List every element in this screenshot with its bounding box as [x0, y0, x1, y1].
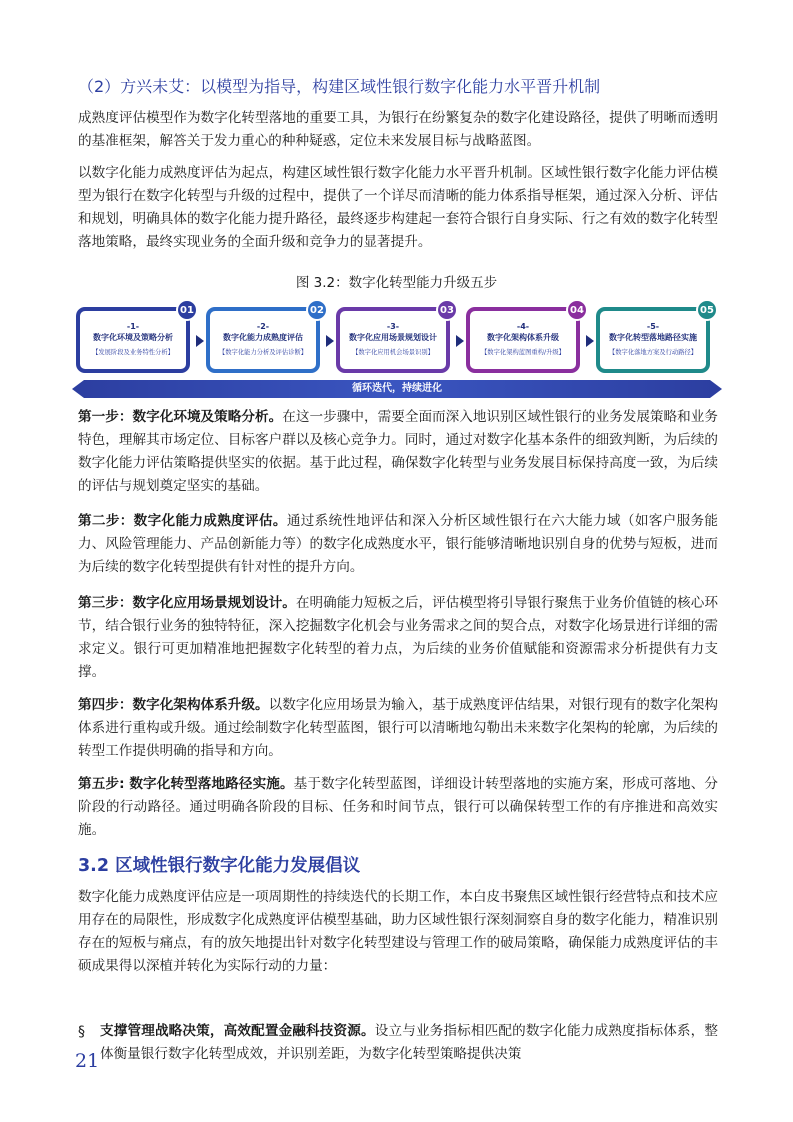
- step-body: 在明确能力短板之后，评估模型将引导银行聚焦于业务价值链的核心环节，结合银行业务的独特特征，深入挖掘数字化机会与业务需求之间的契合点，对数字化场景进行详细的需求定义。银行可更加精准地把握数字化转型的着力点，为后续的业务价值赋能和资源需求分析提供有力支撑。: [78, 595, 719, 680]
- step-number-label: -5-: [646, 321, 660, 331]
- step-body: 基于数字化转型蓝图，详细设计转型落地的实施方案，形成可落地、分阶段的行动路径。通过明确各阶段的目标、任务和时间节点，银行可以确保转型工作的有序推进和高效实施。: [78, 776, 719, 838]
- bullet-item: [100, 1020, 718, 1066]
- bullet-label: 支撑管理战略决策，高效配置金融科技资源。: [100, 1023, 375, 1039]
- cycle-label: 循环迭代，持续进化: [352, 383, 442, 394]
- step-box-4: [466, 307, 580, 373]
- step-name: 数字化能力成熟度评估: [223, 332, 303, 342]
- step-paragraph-5: [78, 773, 718, 842]
- step-badge-2: 02: [306, 299, 328, 321]
- step-name: 数字化环境及策略分析: [93, 332, 173, 342]
- step-number-label: -1-: [126, 321, 140, 331]
- step-paragraph-1: [78, 406, 718, 498]
- section-title: 3.2 区域性银行数字化能力发展倡议: [78, 856, 361, 876]
- step-box-5: [596, 307, 710, 373]
- step-badge-3: 03: [436, 299, 458, 321]
- step-body: 在这一步骤中，需要全面而深入地识别区域性银行的业务发展策略和业务特色，理解其市场定位、目标客户群以及核心竞争力。同时，通过对数字化基本条件的细致判断，为后续的数字化能力评估策略提供坚实的依据。基于此过程，确保数字化转型与业务发展目标保持高度一致，为后续的评估与规划奠定坚实的基础。: [78, 409, 719, 494]
- step-box-2: [206, 307, 320, 373]
- step-badge-4: 04: [566, 299, 588, 321]
- step-badge-1: 01: [176, 299, 198, 321]
- step-arrow-icon: [196, 335, 204, 347]
- section-intro: 数字化能力成熟度评估应是一项周期性的持续迭代的长期工作，本白皮书聚焦区域性银行经营特点和技术应用存在的局限性，形成数字化成熟度评估模型基础，助力区域性银行深刻洞察自身的数字化能力，精准识别存在的短板与痛点，有的放矢地提出针对数字化转型建设与管理工作的破局策略，确保能力成熟度评估的丰硕成果得以深植并转化为实际行动的力量：: [78, 889, 718, 974]
- step-body: 通过系统性地评估和深入分析区域性银行在六大能力域（如客户服务能力、风险管理能力、产品创新能力等）的数字化成熟度水平，银行能够清晰地识别自身的优势与短板，进而为后续的数字化转型提供有针对性的提升方向。: [78, 513, 719, 575]
- paragraph-mechanism: 以数字化能力成熟度评估为起点，构建区域性银行数字化能力水平晋升机制。区域性银行数字化能力评估模型为银行在数字化转型与升级的过程中，提供了一个详尽而清晰的能力体系指导框架，通过深入分析、评估和规划，明确具体的数字化能力提升路径，最终逐步构建起一套符合银行自身实际、行之有效的数字化转型落地策略，最终实现业务的全面升级和竞争力的显著提升。: [78, 165, 718, 250]
- step-number-label: -4-: [516, 321, 530, 331]
- step-arrow-icon: [586, 335, 594, 347]
- step-subtitle: 【发展阶段及业务特性分析】: [92, 348, 174, 356]
- step-box-1: [76, 307, 190, 373]
- step-paragraph-3: [78, 592, 718, 684]
- step-badge-5: 05: [696, 299, 718, 321]
- step-body: 以数字化应用场景为输入，基于成熟度评估结果，对银行现有的数字化架构体系进行重构或升级。通过绘制数字化转型蓝图，银行可以清晰地勾勒出未来数字化架构的轮廓，为后续的转型工作提供明确的指导和方向。: [78, 697, 719, 759]
- step-arrow-icon: [456, 335, 464, 347]
- step-label: 第一步：数字化环境及策略分析。: [78, 409, 283, 425]
- step-paragraph-2: [78, 510, 718, 579]
- step-name: 数字化转型落地路径实施: [609, 332, 697, 342]
- page-number: 21: [75, 1050, 100, 1072]
- step-paragraph-4: [78, 694, 718, 763]
- step-arrow-icon: [326, 335, 334, 347]
- step-label: 第二步：数字化能力成熟度评估。: [78, 513, 287, 529]
- section-sign-icon: §: [78, 1024, 85, 1040]
- step-label: 第五步: 数字化转型落地路径实施。: [78, 776, 294, 792]
- step-subtitle: 【数字化落地方案及行动路径】: [608, 348, 698, 356]
- five-step-figure: [72, 302, 722, 402]
- subheading: （2）方兴未艾：以模型为指导，构建区域性银行数字化能力水平晋升机制: [78, 77, 601, 96]
- step-subtitle: 【数字化能力分析及评估诊断】: [218, 348, 308, 356]
- step-label: 第四步：数字化架构体系升级。: [78, 697, 269, 713]
- step-box-3: [336, 307, 450, 373]
- step-subtitle: 【数字化架构蓝图重构/升级】: [481, 348, 565, 356]
- step-name: 数字化应用场景规划设计: [349, 332, 437, 342]
- step-number-label: -2-: [256, 321, 270, 331]
- step-subtitle: 【数字化应用机会场景识别】: [352, 348, 434, 356]
- paragraph-intro: 成熟度评估模型作为数字化转型落地的重要工具，为银行在纷繁复杂的数字化建设路径，提供了明晰而透明的基准框架，解答关于发力重心的种种疑惑，定位未来发展目标与战略蓝图。: [78, 110, 718, 149]
- step-label: 第三步：数字化应用场景规划设计。: [78, 595, 296, 611]
- bullet-body: 设立与业务指标相匹配的数字化能力成熟度指标体系，整体衡量银行数字化转型成效，并识别差距，为数字化转型策略提供决策: [100, 1023, 719, 1062]
- step-name: 数字化架构体系升级: [487, 332, 559, 342]
- step-number-label: -3-: [386, 321, 400, 331]
- figure-caption: 图 3.2：数字化转型能力升级五步: [295, 275, 498, 291]
